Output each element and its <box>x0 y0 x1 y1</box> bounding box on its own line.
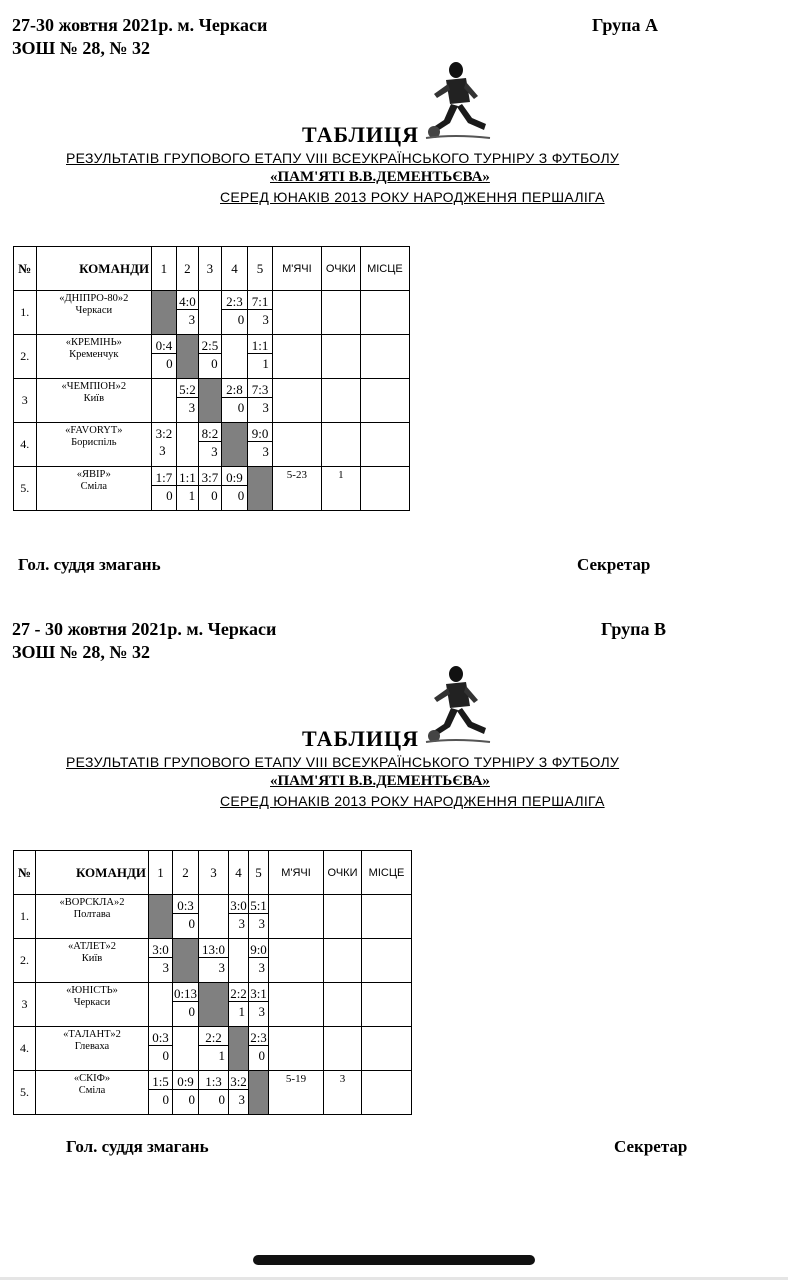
score-cell <box>149 983 173 1027</box>
score-cell <box>152 467 177 511</box>
team-cell <box>36 1027 149 1071</box>
balls-cell-value <box>269 939 323 941</box>
self-match-cell <box>199 983 229 1027</box>
balls-cell <box>272 335 321 379</box>
score-cell <box>221 467 248 511</box>
score-cell <box>199 335 222 379</box>
match-score: 2:8 <box>222 379 248 398</box>
team-name: «ВОРСКЛА»2 <box>59 897 125 908</box>
score-cell <box>152 335 177 379</box>
match-points: 3 <box>258 1004 265 1019</box>
football-player-icon <box>424 664 494 744</box>
points-cell <box>324 1071 362 1115</box>
score-cell <box>249 983 269 1027</box>
place-cell-value <box>362 939 411 941</box>
header-col4: 4 <box>221 247 248 291</box>
self-match-cell <box>149 895 173 939</box>
place-cell-value <box>362 983 411 985</box>
header-balls: М'ЯЧІ <box>269 851 324 895</box>
match-score: 4:0 <box>177 291 199 310</box>
judge-label-a: Гол. суддя змагань <box>18 555 161 574</box>
row-number: 1. <box>14 291 37 335</box>
match-points: 3 <box>258 960 265 975</box>
balls-cell-value: 5-23 <box>286 469 307 481</box>
place-cell-value <box>361 467 409 469</box>
score-cell <box>248 335 273 379</box>
match-points: 0 <box>166 488 173 503</box>
subtitle-line3-a: СЕРЕД ЮНАКІВ 2013 РОКУ НАРОДЖЕННЯ ПЕРШАЛІГА <box>220 189 605 205</box>
row-number: 5. <box>14 1071 36 1115</box>
match-score: 0:13 <box>173 983 198 1002</box>
place-cell <box>360 335 409 379</box>
team-city: Бориспіль <box>71 437 117 448</box>
match-score: 0:4 <box>152 335 176 354</box>
score-cell <box>176 423 199 467</box>
match-score: 3:7 <box>199 467 221 486</box>
score-cell <box>152 379 177 423</box>
subtitle-line3-b: СЕРЕД ЮНАКІВ 2013 РОКУ НАРОДЖЕННЯ ПЕРШАЛІГА <box>220 793 605 809</box>
team-city: Полтава <box>73 909 111 920</box>
score-cell <box>173 983 199 1027</box>
table-row <box>14 1027 412 1071</box>
points-cell-value: 3 <box>339 1073 346 1085</box>
subtitle-line2-b: «ПАМ'ЯТІ В.В.ДЕМЕНТЬЄВА» <box>270 773 490 789</box>
match-score: 2:2 <box>229 983 248 1002</box>
match-points: 3 <box>238 1092 245 1107</box>
score-cell <box>248 423 273 467</box>
table-row <box>14 335 410 379</box>
balls-cell <box>272 423 321 467</box>
team-name: «ЧЕМПІОН»2 <box>61 381 127 392</box>
team-city: Київ <box>83 393 105 404</box>
score-cell <box>248 379 273 423</box>
match-score: 2:3 <box>222 291 248 310</box>
score-cell <box>229 939 249 983</box>
points-cell-value <box>324 939 361 941</box>
team-name: «КРЕМІНЬ» <box>65 337 122 348</box>
header-col3: 3 <box>199 247 222 291</box>
score-cell <box>229 1071 249 1115</box>
score-cell <box>149 1027 173 1071</box>
score-cell <box>249 895 269 939</box>
match-score: 5:2 <box>177 379 199 398</box>
score-cell <box>199 939 229 983</box>
date-place-b: 27 - 30 жовтня 2021р. м. Черкаси <box>12 619 277 639</box>
place-cell <box>360 467 409 511</box>
match-points: 0 <box>211 488 218 503</box>
team-city: Черкаси <box>73 997 111 1008</box>
place-cell-value <box>361 379 409 381</box>
self-match-cell <box>249 1071 269 1115</box>
score-cell <box>249 939 269 983</box>
match-points: 0 <box>162 1048 169 1063</box>
row-number: 3 <box>14 983 36 1027</box>
row-number: 1. <box>14 895 36 939</box>
match-score: 1:5 <box>149 1071 172 1090</box>
score-cell <box>221 335 248 379</box>
team-name: «СКІФ» <box>73 1073 111 1084</box>
match-score: 3:2 <box>229 1071 248 1090</box>
place-cell <box>362 983 412 1027</box>
balls-cell <box>269 983 324 1027</box>
match-points: 3 <box>262 444 269 459</box>
team-cell <box>36 335 152 379</box>
results-table-a <box>13 246 410 511</box>
secretary-label-a: Секретар <box>577 555 651 574</box>
place-cell <box>360 423 409 467</box>
balls-cell <box>269 895 324 939</box>
place-cell <box>362 895 412 939</box>
match-score: 0:9 <box>173 1071 198 1090</box>
match-points: 0 <box>188 1004 195 1019</box>
match-score: 2:2 <box>199 1027 228 1046</box>
score-cell <box>248 291 273 335</box>
points-cell-value <box>324 1027 361 1029</box>
score-cell <box>199 291 222 335</box>
points-cell <box>324 983 362 1027</box>
points-cell-value <box>322 423 360 425</box>
match-points: 0 <box>218 1092 225 1107</box>
match-points: 0 <box>188 916 195 931</box>
header-teams: КОМАНДИ <box>36 851 149 895</box>
match-points: 1 <box>238 1004 245 1019</box>
match-score: 3:1 <box>249 983 268 1002</box>
match-score: 9:0 <box>249 939 268 958</box>
match-points: 3 <box>188 312 196 327</box>
balls-cell-value <box>273 379 321 381</box>
points-cell <box>321 291 360 335</box>
judge-label-b: Гол. суддя змагань <box>66 1137 209 1156</box>
date-place-a: 27-30 жовтня 2021р. м. Черкаси <box>12 15 268 35</box>
team-cell <box>36 423 152 467</box>
score-cell <box>149 1071 173 1115</box>
header-col2: 2 <box>176 247 199 291</box>
match-score: 7:3 <box>248 379 272 398</box>
match-score: 0:3 <box>173 895 198 914</box>
header-col1: 1 <box>149 851 173 895</box>
balls-cell-value <box>273 291 321 293</box>
score-cell <box>199 1027 229 1071</box>
match-points: 0 <box>258 1048 265 1063</box>
balls-cell-value <box>269 895 323 897</box>
place-cell <box>362 1071 412 1115</box>
team-cell <box>36 983 149 1027</box>
header-col5: 5 <box>249 851 269 895</box>
place-cell-value <box>361 423 409 425</box>
header-place: МІСЦЕ <box>362 851 412 895</box>
team-city: Київ <box>81 953 103 964</box>
match-points: 0 <box>166 356 173 371</box>
table-row <box>14 467 410 511</box>
score-cell <box>176 467 199 511</box>
match-score: 3:0 <box>229 895 248 914</box>
match-score: 1:1 <box>248 335 272 354</box>
balls-cell-value: 5-19 <box>285 1073 307 1085</box>
points-cell-value <box>322 335 360 337</box>
match-score: 1:1 <box>177 467 199 486</box>
row-number: 2. <box>14 939 36 983</box>
place-cell-value <box>362 895 411 897</box>
table-row <box>14 423 410 467</box>
team-name: «FAVORYT» <box>65 425 123 436</box>
match-points: 3 <box>218 960 225 975</box>
balls-cell <box>272 467 321 511</box>
match-points: 0 <box>211 356 218 371</box>
self-match-cell <box>229 1027 249 1071</box>
title-a: ТАБЛИЦЯ <box>302 122 419 147</box>
self-match-cell <box>152 291 177 335</box>
balls-cell <box>269 939 324 983</box>
school-b: ЗОШ № 28, № 32 <box>12 642 150 662</box>
table-row <box>14 939 412 983</box>
balls-cell <box>272 379 321 423</box>
match-points: 0 <box>188 1092 195 1107</box>
header-col5: 5 <box>248 247 273 291</box>
score-cell <box>229 895 249 939</box>
header-col2: 2 <box>173 851 199 895</box>
match-score: 13:0 <box>199 939 228 958</box>
points-cell-value <box>322 291 360 293</box>
school-a: ЗОШ № 28, № 32 <box>12 38 150 58</box>
header-col4: 4 <box>229 851 249 895</box>
score-cell <box>199 467 222 511</box>
points-cell <box>321 379 360 423</box>
header-points: ОЧКИ <box>324 851 362 895</box>
team-name: «ДНІПРО-80»2 <box>59 293 129 304</box>
match-score: 8:2 <box>199 423 221 442</box>
team-cell <box>36 467 152 511</box>
match-points: 3 <box>238 916 245 931</box>
balls-cell-value <box>269 983 323 985</box>
header-num: № <box>14 247 37 291</box>
score-cell <box>199 895 229 939</box>
balls-cell <box>269 1027 324 1071</box>
team-city: Сміла <box>78 1085 106 1096</box>
header-balls: М'ЯЧІ <box>272 247 321 291</box>
row-number: 5. <box>14 467 37 511</box>
place-cell <box>360 379 409 423</box>
place-cell-value <box>361 335 409 337</box>
group-label-b: Група В <box>601 619 666 639</box>
team-name: «АТЛЕТ»2 <box>68 941 116 952</box>
points-cell-value <box>324 895 361 897</box>
points-cell <box>321 467 360 511</box>
score-cell <box>221 379 248 423</box>
row-number: 4. <box>14 1027 36 1071</box>
self-match-cell <box>248 467 273 511</box>
header-num: № <box>14 851 36 895</box>
team-name: «ЮНІСТЬ» <box>66 985 118 996</box>
points-cell <box>324 895 362 939</box>
row-number: 2. <box>14 335 37 379</box>
points-cell-value <box>322 379 360 381</box>
header-col3: 3 <box>199 851 229 895</box>
balls-cell <box>269 1071 324 1115</box>
place-cell-value <box>362 1027 411 1029</box>
balls-cell-value <box>269 1027 323 1029</box>
match-points: 0 <box>237 312 245 327</box>
score-cell <box>173 1071 199 1115</box>
team-name: «ЯВІР» <box>76 469 111 480</box>
match-points: 3 <box>262 400 269 415</box>
table-header-row <box>14 247 410 291</box>
team-name: «ТАЛАНТ»2 <box>63 1029 121 1040</box>
match-score: 9:0 <box>248 423 272 442</box>
title-b: ТАБЛИЦЯ <box>302 726 419 751</box>
match-points: 1 <box>262 356 269 371</box>
match-points: 1 <box>218 1048 225 1063</box>
score-cell <box>173 1027 199 1071</box>
points-cell <box>321 423 360 467</box>
points-cell <box>324 939 362 983</box>
balls-cell-value <box>273 423 321 425</box>
header-points: ОЧКИ <box>321 247 360 291</box>
table-header-row <box>14 851 412 895</box>
row-number: 4. <box>14 423 37 467</box>
header-teams: КОМАНДИ <box>36 247 152 291</box>
self-match-cell <box>176 335 199 379</box>
match-points: 3 <box>262 312 269 327</box>
points-cell <box>321 335 360 379</box>
place-cell <box>362 939 412 983</box>
football-player-icon <box>424 60 494 140</box>
row-number: 3 <box>14 379 37 423</box>
points-cell <box>324 1027 362 1071</box>
match-points: 0 <box>237 400 245 415</box>
match-points: 1 <box>188 488 196 503</box>
table-row <box>14 1071 412 1115</box>
match-points: 0 <box>162 1092 169 1107</box>
score-cell <box>152 423 177 467</box>
subtitle-line1-a: РЕЗУЛЬТАТІВ ГРУПОВОГО ЕТАПУ VIII ВСЕУКРАЇНСЬКОГО ТУРНІРУ З ФУТБОЛУ <box>66 150 620 166</box>
match-score: 5:1 <box>249 895 268 914</box>
home-indicator[interactable] <box>253 1255 535 1265</box>
self-match-cell <box>173 939 199 983</box>
points-cell-value: 1 <box>338 469 344 481</box>
score-cell <box>199 1071 229 1115</box>
match-points: 3 <box>188 400 196 415</box>
score-cell <box>149 939 173 983</box>
match-score: 3:0 <box>149 939 172 958</box>
match-points: 3 <box>159 443 166 458</box>
team-cell <box>36 291 152 335</box>
place-cell-value <box>362 1071 411 1073</box>
team-cell <box>36 939 149 983</box>
self-match-cell <box>221 423 248 467</box>
score-cell <box>229 983 249 1027</box>
team-cell <box>36 895 149 939</box>
match-score: 1:7 <box>152 467 176 486</box>
header-col1: 1 <box>152 247 177 291</box>
match-points: 3 <box>211 444 218 459</box>
header-place: МІСЦЕ <box>360 247 409 291</box>
match-score: 2:5 <box>199 335 221 354</box>
table-row <box>14 379 410 423</box>
team-city: Кременчук <box>69 349 119 360</box>
match-score: 2:3 <box>249 1027 268 1046</box>
score-cell <box>176 379 199 423</box>
match-score: 3:2 <box>155 426 173 441</box>
place-cell <box>360 291 409 335</box>
score-cell <box>249 1027 269 1071</box>
match-score: 0:3 <box>149 1027 172 1046</box>
team-cell <box>36 1071 149 1115</box>
balls-cell <box>272 291 321 335</box>
match-points: 0 <box>237 488 245 503</box>
team-city: Сміла <box>80 481 108 492</box>
score-cell <box>176 291 199 335</box>
self-match-cell <box>199 379 222 423</box>
subtitle-line1-b: РЕЗУЛЬТАТІВ ГРУПОВОГО ЕТАПУ VIII ВСЕУКРАЇНСЬКОГО ТУРНІРУ З ФУТБОЛУ <box>66 754 620 770</box>
subtitle-line2-a: «ПАМ'ЯТІ В.В.ДЕМЕНТЬЄВА» <box>270 169 490 185</box>
points-cell-value <box>324 983 361 985</box>
secretary-label-b: Секретар <box>614 1137 688 1156</box>
table-row <box>14 895 412 939</box>
table-row <box>14 291 410 335</box>
match-score: 0:9 <box>222 467 248 486</box>
results-table-b <box>13 850 412 1115</box>
match-points: 3 <box>258 916 265 931</box>
match-score: 1:3 <box>199 1071 228 1090</box>
table-row <box>14 983 412 1027</box>
group-label-a: Група А <box>592 15 658 35</box>
balls-cell-value <box>273 335 321 337</box>
team-city: Глеваха <box>74 1041 110 1052</box>
score-cell <box>173 895 199 939</box>
score-cell <box>199 423 222 467</box>
place-cell <box>362 1027 412 1071</box>
score-cell <box>221 291 248 335</box>
match-score: 7:1 <box>248 291 272 310</box>
team-city: Черкаси <box>75 305 113 316</box>
place-cell-value <box>361 291 409 293</box>
team-cell <box>36 379 152 423</box>
match-points: 3 <box>162 960 169 975</box>
